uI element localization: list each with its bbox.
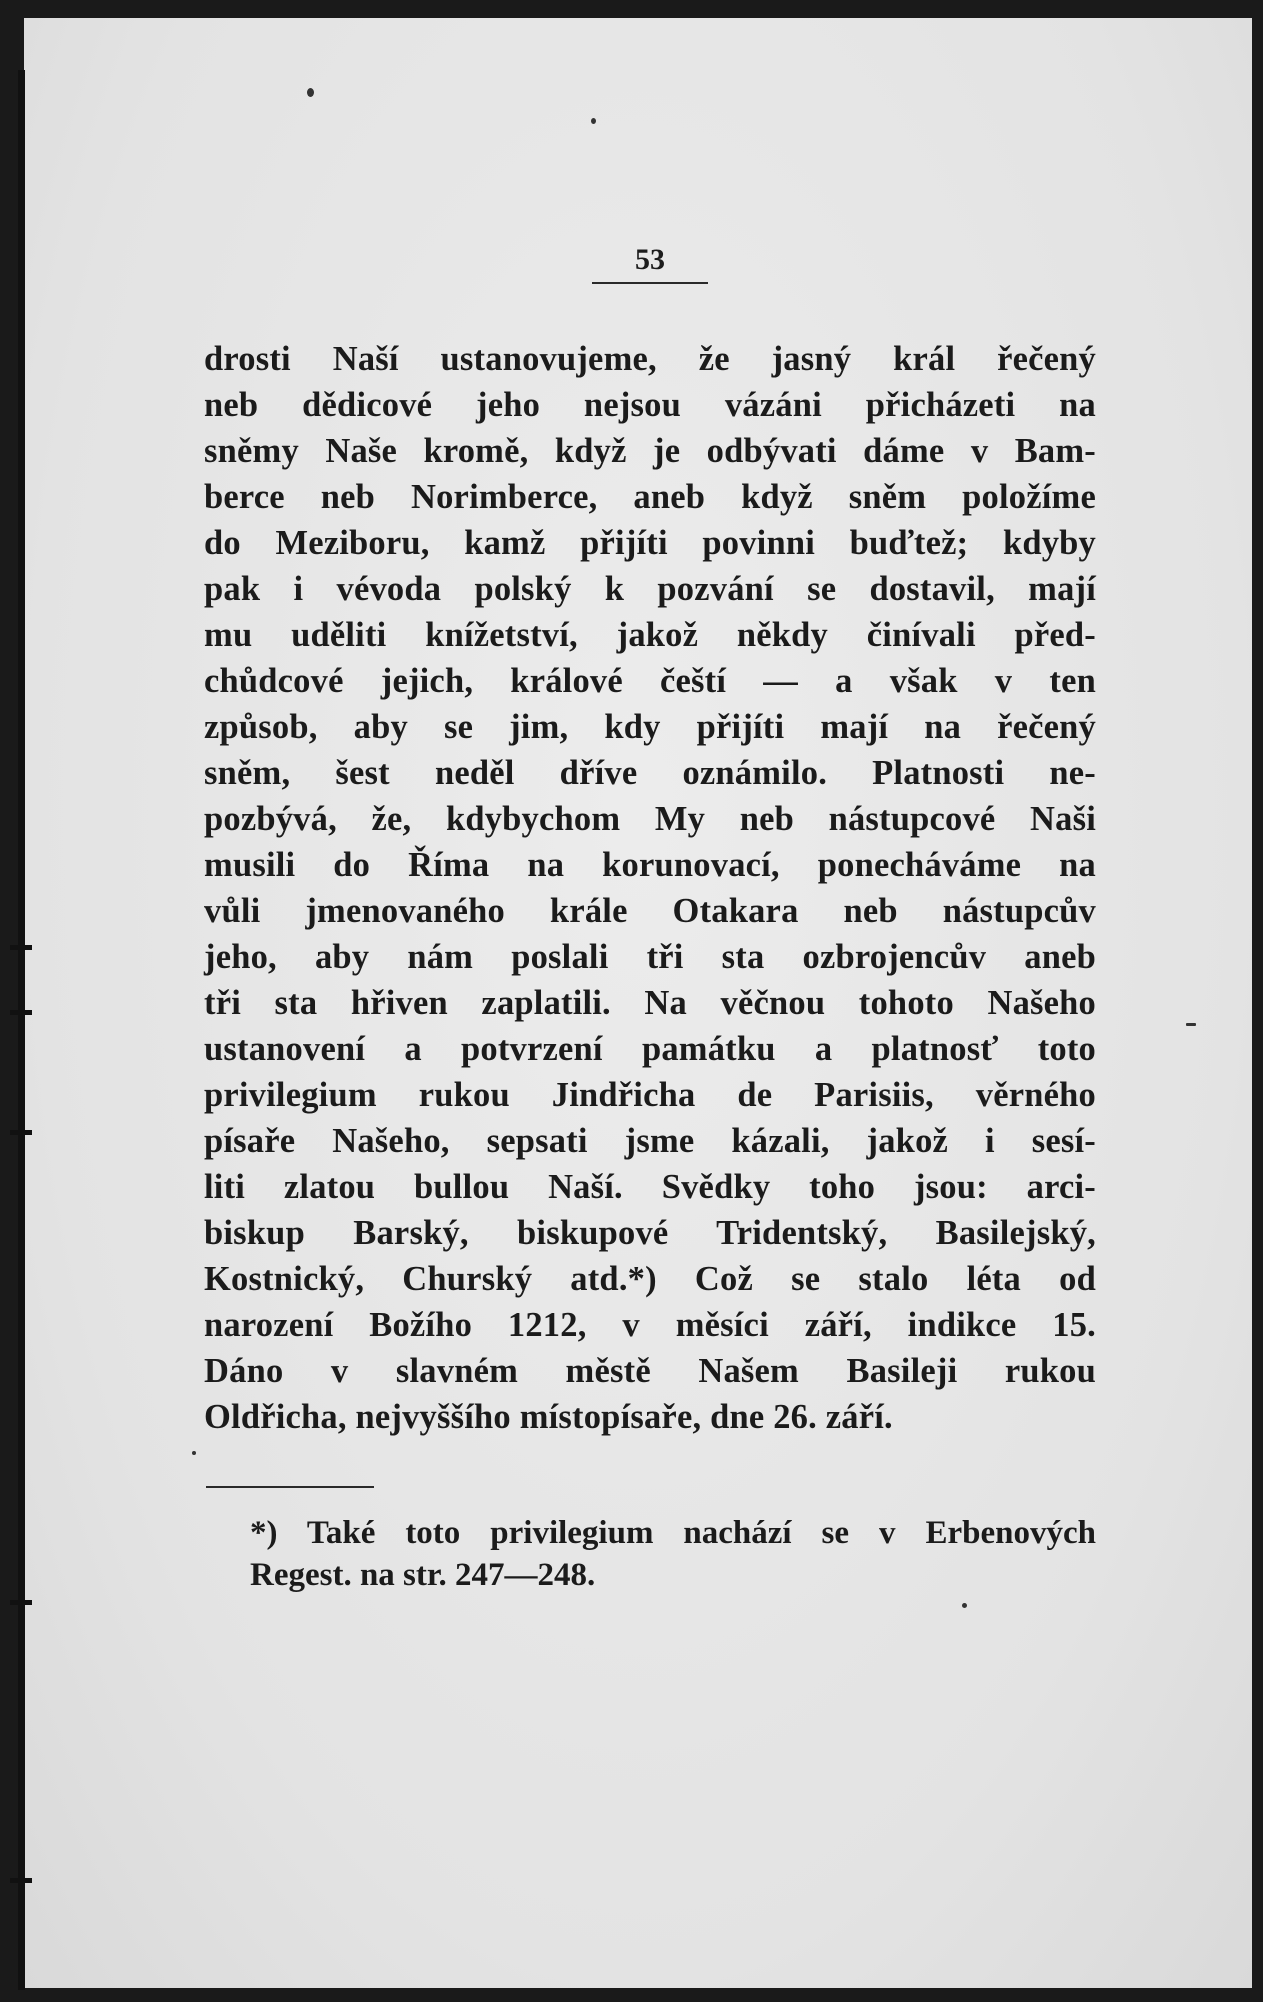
body-text bbox=[204, 336, 1096, 1440]
body-line: liti zlatou bullou Naší. Svědky toho jsou: arci- bbox=[204, 1168, 1096, 1206]
binding-mark bbox=[10, 1878, 32, 1883]
page-number: 53 bbox=[635, 243, 665, 276]
body-line: ustanovení a potvrzení památku a platnosť toto bbox=[204, 1030, 1096, 1068]
binding-edge bbox=[18, 70, 25, 1990]
body-line: písaře Našeho, sepsati jsme kázali, jakož i sesí- bbox=[204, 1122, 1096, 1160]
body-line: do Meziboru, kamž přijíti povinni buďtež; kdyby bbox=[204, 524, 1096, 562]
ink-speck bbox=[962, 1603, 967, 1608]
body-line: tři sta hřiven zaplatili. Na věčnou tohoto Našeho bbox=[204, 984, 1096, 1022]
body-line: musili do Říma na korunovací, ponecháváme na bbox=[204, 846, 1096, 884]
binding-mark bbox=[10, 945, 32, 950]
footnote bbox=[250, 1512, 1096, 1596]
footnote-line: Regest. na str. 247—248. bbox=[250, 1557, 596, 1593]
body-line: chůdcové jejich, králové čeští — a však v ten bbox=[204, 662, 1096, 700]
body-line: způsob, aby se jim, kdy přijíti mají na řečený bbox=[204, 708, 1096, 746]
body-line: Oldřicha, nejvyššího místopísaře, dne 26. září. bbox=[204, 1398, 893, 1436]
body-line: mu uděliti knížetství, jakož někdy činívali před- bbox=[204, 616, 1096, 654]
body-line: jeho, aby nám poslali tři sta ozbrojencův aneb bbox=[204, 938, 1096, 976]
book-page bbox=[24, 18, 1252, 1988]
footnote-line: *) Také toto privilegium nachází se v Erbenových bbox=[250, 1515, 1096, 1551]
body-line: drosti Naší ustanovujeme, že jasný král řečený bbox=[204, 340, 1096, 378]
body-line: vůli jmenovaného krále Otakara neb nástupcův bbox=[204, 892, 1096, 930]
body-line: pozbývá, že, kdybychom My neb nástupcové Naši bbox=[204, 800, 1096, 838]
body-line: Kostnický, Churský atd.*) Což se stalo léta od bbox=[204, 1260, 1096, 1298]
binding-mark bbox=[10, 1010, 32, 1015]
ink-speck bbox=[307, 88, 314, 97]
body-line: privilegium rukou Jindřicha de Parisiis, věrného bbox=[204, 1076, 1096, 1114]
ink-speck bbox=[591, 118, 596, 124]
body-line: Dáno v slavném městě Našem Basileji rukou bbox=[204, 1352, 1096, 1390]
footnote-separator bbox=[206, 1486, 374, 1488]
ink-speck bbox=[1186, 1023, 1196, 1026]
binding-mark bbox=[10, 1600, 32, 1605]
body-line: biskup Barský, biskupové Tridentský, Basilejský, bbox=[204, 1214, 1096, 1252]
binding-mark bbox=[10, 1130, 32, 1135]
body-line: narození Božího 1212, v měsíci září, indikce 15. bbox=[204, 1306, 1096, 1344]
body-line: sněmy Naše kromě, když je odbývati dáme v Bam- bbox=[204, 432, 1096, 470]
ink-speck bbox=[192, 1451, 196, 1455]
body-line: pak i vévoda polský k pozvání se dostavil, mají bbox=[204, 570, 1096, 608]
body-line: neb dědicové jeho nejsou vázáni přicházeti na bbox=[204, 386, 1096, 424]
page-header bbox=[592, 242, 708, 284]
page-number-rule bbox=[592, 282, 708, 284]
body-line: berce neb Norimberce, aneb když sněm položíme bbox=[204, 478, 1096, 516]
body-line: sněm, šest neděl dříve oznámilo. Platnosti ne- bbox=[204, 754, 1096, 792]
